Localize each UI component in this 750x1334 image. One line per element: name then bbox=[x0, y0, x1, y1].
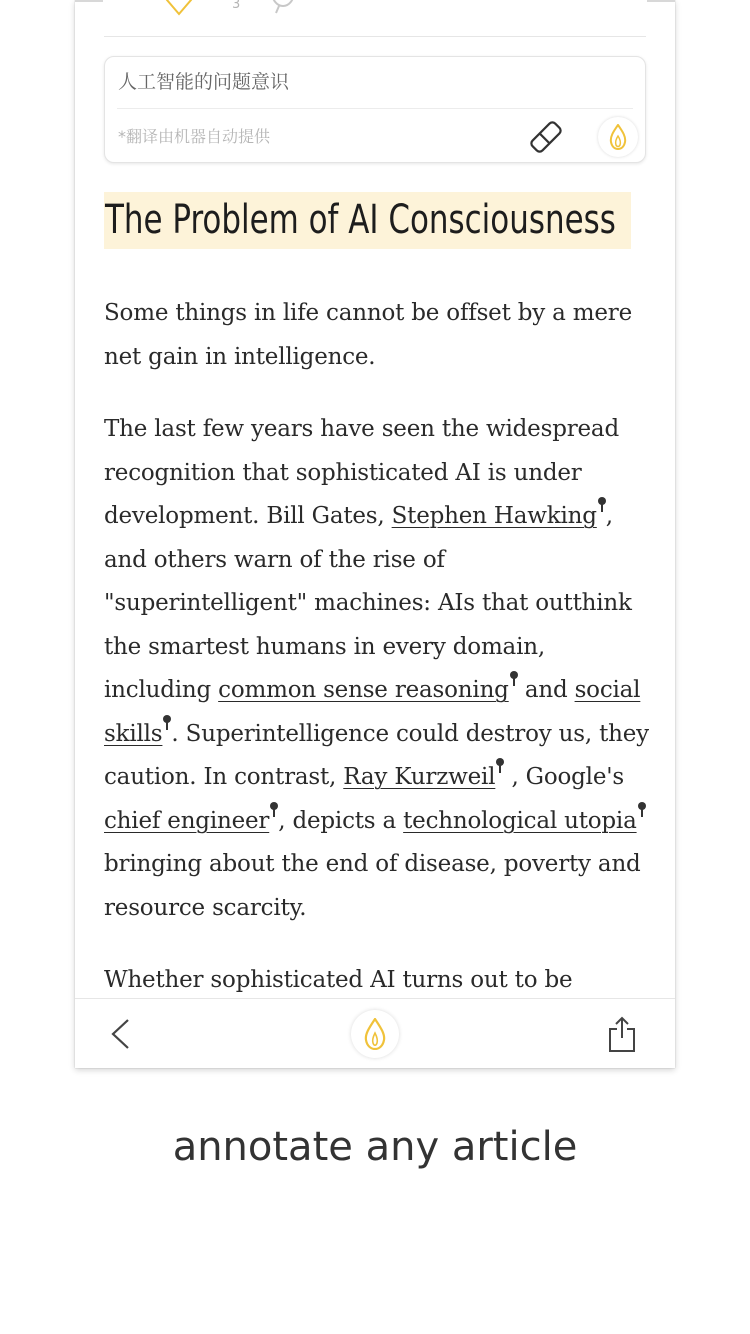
like-count: 3 bbox=[232, 0, 241, 12]
phone-edge-right bbox=[647, 0, 675, 2]
annotation-pin-icon[interactable] bbox=[510, 671, 518, 687]
annotation-pin-icon[interactable] bbox=[638, 802, 646, 818]
back-chevron-icon[interactable] bbox=[108, 1017, 132, 1051]
link-technological-utopia[interactable]: technological utopia bbox=[403, 807, 637, 834]
annotation-pin-icon[interactable] bbox=[270, 802, 278, 818]
link-ray-kurzweil[interactable]: Ray Kurzweil bbox=[343, 764, 496, 790]
phone-screen bbox=[75, 0, 675, 1068]
article-title: The Problem of AI Consciousness bbox=[105, 197, 616, 243]
article-actions-row bbox=[104, 0, 646, 37]
text-span: and bbox=[517, 677, 575, 703]
paragraph-3[interactable]: Whether sophisticated AI turns out to be bbox=[104, 967, 573, 993]
article-body bbox=[104, 292, 649, 1002]
flame-icon bbox=[609, 124, 627, 150]
link-social-skills[interactable]: social skills bbox=[104, 677, 641, 747]
annotate-small-button[interactable] bbox=[598, 117, 638, 157]
translation-divider bbox=[117, 108, 633, 109]
bottom-toolbar bbox=[75, 998, 675, 1068]
translated-title: 人工智能的问题意识 bbox=[118, 71, 290, 93]
promo-caption: annotate any article bbox=[172, 1124, 578, 1170]
eraser-icon[interactable] bbox=[528, 120, 564, 154]
link-chief-engineer[interactable]: chief engineer bbox=[104, 807, 270, 834]
text-span: , Google's bbox=[504, 764, 624, 790]
text-span: The last few years have seen the widespread recognition that sophisticated AI is under development. Bill Gates, bbox=[104, 416, 619, 529]
paragraph-2[interactable] bbox=[104, 408, 649, 930]
translation-box bbox=[104, 56, 646, 163]
link-common-sense-reasoning[interactable]: common sense reasoning bbox=[218, 677, 509, 703]
heart-icon[interactable] bbox=[164, 0, 194, 16]
text-span: , depicts a bbox=[278, 807, 404, 834]
flame-icon bbox=[364, 1018, 386, 1050]
annotation-pin-icon[interactable] bbox=[163, 715, 171, 731]
phone-edge-left bbox=[75, 0, 103, 2]
text-span: . Superintelligence could destroy us, they caution. In contrast, bbox=[104, 720, 649, 790]
paragraph-1[interactable]: Some things in life cannot be offset by a mere net gain in intelligence. bbox=[104, 300, 633, 370]
annotation-pin-icon[interactable] bbox=[598, 497, 606, 513]
annotation-pin-icon[interactable] bbox=[496, 758, 504, 774]
text-span: , and others warn of the rise of "superintelligent" machines: AIs that outthink the smartest humans in every domain, including bbox=[104, 503, 632, 703]
translation-note: *翻译由机器自动提供 bbox=[118, 127, 271, 146]
annotate-button[interactable] bbox=[351, 1010, 399, 1058]
text-span: bringing about the end of disease, poverty and resource scarcity. bbox=[104, 851, 641, 921]
share-icon[interactable] bbox=[607, 1015, 637, 1053]
comment-icon[interactable] bbox=[269, 0, 297, 16]
link-stephen-hawking[interactable]: Stephen Hawking bbox=[391, 503, 597, 529]
